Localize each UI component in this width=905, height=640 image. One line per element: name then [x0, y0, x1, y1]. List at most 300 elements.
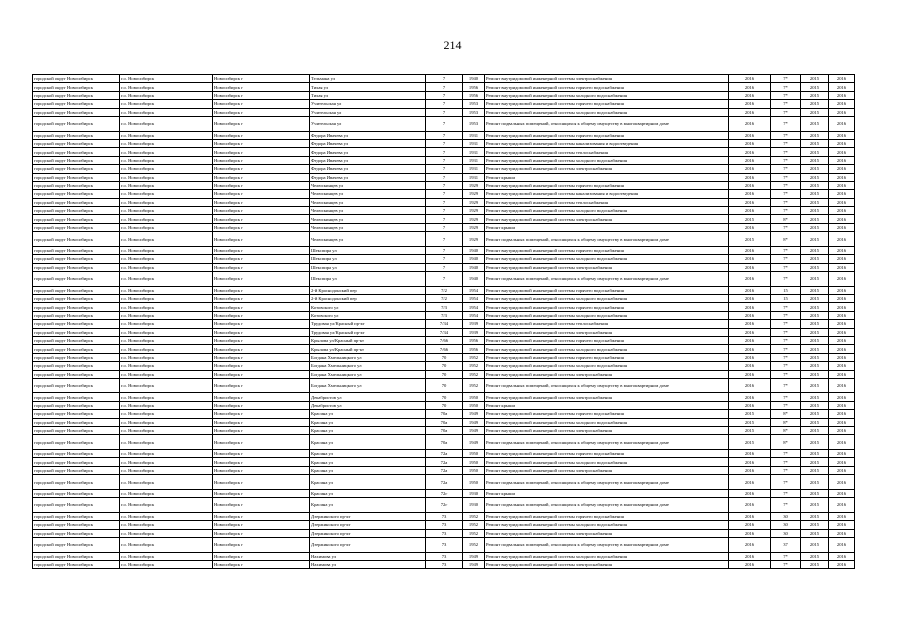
- municipality-cell: г.о. Новосибирск: [120, 91, 213, 99]
- municipality-cell: г.о. Новосибирск: [120, 537, 213, 552]
- table-row: [33, 401, 855, 409]
- street-cell: Челюскинцев ул: [310, 190, 426, 198]
- work-type-cell: Ремонт внутридомовой инженерной системы теплоснабжения: [485, 148, 729, 156]
- table-row: [33, 435, 855, 450]
- work-type-cell: Ремонт внутридомовой инженерной системы холодного водоснабжения: [485, 418, 729, 426]
- start-year-cell: 2015: [801, 91, 829, 99]
- city-cell: Новосибирск г: [213, 190, 310, 198]
- work-type-cell: Ремонт внутридомовой инженерной системы холодного водоснабжения: [485, 294, 729, 302]
- end-year-cell: 2016: [829, 378, 855, 393]
- table-row: [33, 560, 855, 568]
- year-built-cell: 1940: [463, 246, 485, 254]
- street-cell: Трудовая ул/Красный пр-кт: [310, 320, 426, 328]
- start-year-cell: 2015: [801, 427, 829, 435]
- work-type-cell: Ремонт внутридомовой инженерной системы горячего водоснабжения: [485, 181, 729, 189]
- district-cell: городской округ Новосибирск: [33, 303, 120, 311]
- municipality-cell: г.о. Новосибирск: [120, 498, 213, 513]
- year-built-cell: 1940: [463, 255, 485, 263]
- plan-year-cell: 2016: [729, 362, 771, 370]
- cost-cell: 7*: [771, 83, 801, 91]
- year-built-cell: 1949: [463, 435, 485, 450]
- start-year-cell: 2015: [801, 148, 829, 156]
- house-cell: 7: [426, 223, 463, 231]
- house-cell: 7: [426, 83, 463, 91]
- city-cell: Новосибирск г: [213, 156, 310, 164]
- municipality-cell: г.о. Новосибирск: [120, 272, 213, 287]
- district-cell: городской округ Новосибирск: [33, 328, 120, 336]
- work-type-cell: Ремонт внутридомовой инженерной системы горячего водоснабжения: [485, 246, 729, 254]
- street-cell: Декабристов ул: [310, 393, 426, 401]
- district-cell: городской округ Новосибирск: [33, 458, 120, 466]
- plan-year-cell: 2016: [729, 552, 771, 560]
- year-built-cell: 1953: [463, 100, 485, 108]
- work-type-cell: Ремонт подвальных помещений, относящихся к общему имуществу в многоквартирном доме: [485, 232, 729, 247]
- municipality-cell: г.о. Новосибирск: [120, 328, 213, 336]
- end-year-cell: 2016: [829, 345, 855, 353]
- city-cell: Новосибирск г: [213, 181, 310, 189]
- district-cell: городской округ Новосибирск: [33, 232, 120, 247]
- cost-cell: 30: [771, 529, 801, 537]
- year-built-cell: 1950: [463, 466, 485, 474]
- cost-cell: 7*: [771, 181, 801, 189]
- work-type-cell: Ремонт внутридомовой инженерной системы электроснабжения: [485, 263, 729, 271]
- house-cell: 70: [426, 401, 463, 409]
- street-cell: Шекспира ул: [310, 246, 426, 254]
- municipality-cell: г.о. Новосибирск: [120, 345, 213, 353]
- table-row: [33, 529, 855, 537]
- table-row: [33, 263, 855, 271]
- start-year-cell: 2015: [801, 489, 829, 497]
- house-cell: 72г: [426, 489, 463, 497]
- house-cell: 7: [426, 131, 463, 139]
- district-cell: городской округ Новосибирск: [33, 91, 120, 99]
- start-year-cell: 2015: [801, 311, 829, 319]
- plan-year-cell: 2016: [729, 328, 771, 336]
- street-cell: Учительская ул: [310, 100, 426, 108]
- end-year-cell: 2016: [829, 100, 855, 108]
- plan-year-cell: 2015: [729, 410, 771, 418]
- table-row: [33, 320, 855, 328]
- work-type-cell: Ремонт внутридомовой инженерной системы электроснабжения: [485, 560, 729, 568]
- work-type-cell: Ремонт подвальных помещений, относящихся к общему имуществу в многоквартирном доме: [485, 498, 729, 513]
- plan-year-cell: 2016: [729, 223, 771, 231]
- house-cell: 72а: [426, 466, 463, 474]
- plan-year-cell: 2016: [729, 512, 771, 520]
- house-cell: 7/34: [426, 328, 463, 336]
- cost-cell: 7*: [771, 116, 801, 131]
- end-year-cell: 2016: [829, 294, 855, 302]
- city-cell: Новосибирск г: [213, 498, 310, 513]
- city-cell: Новосибирск г: [213, 223, 310, 231]
- city-cell: Новосибирск г: [213, 418, 310, 426]
- municipality-cell: г.о. Новосибирск: [120, 83, 213, 91]
- municipality-cell: г.о. Новосибирск: [120, 418, 213, 426]
- house-cell: 72а: [426, 450, 463, 458]
- municipality-cell: г.о. Новосибирск: [120, 294, 213, 302]
- plan-year-cell: 2016: [729, 131, 771, 139]
- city-cell: Новосибирск г: [213, 537, 310, 552]
- year-built-cell: 1954: [463, 286, 485, 294]
- district-cell: городской округ Новосибирск: [33, 139, 120, 147]
- city-cell: Новосибирск г: [213, 393, 310, 401]
- plan-year-cell: 2016: [729, 91, 771, 99]
- municipality-cell: г.о. Новосибирск: [120, 450, 213, 458]
- start-year-cell: 2015: [801, 393, 829, 401]
- year-built-cell: 1952: [463, 370, 485, 378]
- start-year-cell: 2015: [801, 475, 829, 490]
- repair-schedule-table: [32, 74, 855, 569]
- work-type-cell: Ремонт внутридомовой инженерной системы горячего водоснабжения: [485, 131, 729, 139]
- plan-year-cell: 2015: [729, 435, 771, 450]
- plan-year-cell: 2016: [729, 401, 771, 409]
- city-cell: Новосибирск г: [213, 311, 310, 319]
- year-built-cell: 1949: [463, 418, 485, 426]
- city-cell: Новосибирск г: [213, 489, 310, 497]
- house-cell: 72а: [426, 475, 463, 490]
- table-row: [33, 466, 855, 474]
- house-cell: 7: [426, 215, 463, 223]
- municipality-cell: г.о. Новосибирск: [120, 303, 213, 311]
- city-cell: Новосибирск г: [213, 328, 310, 336]
- work-type-cell: Ремонт внутридомовой инженерной системы горячего водоснабжения: [485, 336, 729, 344]
- street-cell: Богдана Хмельницкого ул: [310, 362, 426, 370]
- table-row: [33, 521, 855, 529]
- district-cell: городской округ Новосибирск: [33, 466, 120, 474]
- table-row: [33, 223, 855, 231]
- house-cell: 7: [426, 198, 463, 206]
- municipality-cell: г.о. Новосибирск: [120, 131, 213, 139]
- end-year-cell: 2016: [829, 131, 855, 139]
- end-year-cell: 2016: [829, 108, 855, 116]
- end-year-cell: 2016: [829, 353, 855, 361]
- year-built-cell: 1949: [463, 410, 485, 418]
- end-year-cell: 2016: [829, 207, 855, 215]
- end-year-cell: 2016: [829, 173, 855, 181]
- work-type-cell: Ремонт внутридомовой инженерной системы холодного водоснабжения: [485, 255, 729, 263]
- district-cell: городской округ Новосибирск: [33, 100, 120, 108]
- table-row: [33, 303, 855, 311]
- work-type-cell: Ремонт внутридомовой инженерной системы горячего водоснабжения: [485, 286, 729, 294]
- cost-cell: 7*: [771, 255, 801, 263]
- house-cell: 7: [426, 156, 463, 164]
- table-row: [33, 450, 855, 458]
- plan-year-cell: 2015: [729, 427, 771, 435]
- plan-year-cell: 2016: [729, 450, 771, 458]
- table-row: [33, 336, 855, 344]
- house-cell: 7: [426, 100, 463, 108]
- street-cell: Дзержинского пр-кт: [310, 537, 426, 552]
- cost-cell: 7*: [771, 75, 801, 83]
- end-year-cell: 2016: [829, 475, 855, 490]
- cost-cell: 7*: [771, 131, 801, 139]
- district-cell: городской округ Новосибирск: [33, 156, 120, 164]
- work-type-cell: Ремонт внутридомовой инженерной системы теплоснабжения: [485, 198, 729, 206]
- municipality-cell: г.о. Новосибирск: [120, 320, 213, 328]
- city-cell: Новосибирск г: [213, 100, 310, 108]
- house-cell: 73: [426, 537, 463, 552]
- end-year-cell: 2016: [829, 263, 855, 271]
- year-built-cell: 1931: [463, 148, 485, 156]
- year-built-cell: 1949: [463, 427, 485, 435]
- street-cell: Трудовая ул/Красный пр-кт: [310, 328, 426, 336]
- municipality-cell: г.о. Новосибирск: [120, 100, 213, 108]
- street-cell: Красина ул: [310, 435, 426, 450]
- table-row: [33, 232, 855, 247]
- year-built-cell: 1950: [463, 401, 485, 409]
- municipality-cell: г.о. Новосибирск: [120, 466, 213, 474]
- cost-cell: 8*: [771, 215, 801, 223]
- year-built-cell: 1954: [463, 294, 485, 302]
- city-cell: Новосибирск г: [213, 263, 310, 271]
- table-row: [33, 255, 855, 263]
- house-cell: 7: [426, 165, 463, 173]
- district-cell: городской округ Новосибирск: [33, 75, 120, 83]
- end-year-cell: 2016: [829, 427, 855, 435]
- municipality-cell: г.о. Новосибирск: [120, 190, 213, 198]
- city-cell: Новосибирск г: [213, 207, 310, 215]
- table-row: [33, 475, 855, 490]
- table-row: [33, 345, 855, 353]
- work-type-cell: Ремонт внутридомовой инженерной системы холодного водоснабжения: [485, 91, 729, 99]
- start-year-cell: 2015: [801, 370, 829, 378]
- table-row: [33, 116, 855, 131]
- municipality-cell: г.о. Новосибирск: [120, 173, 213, 181]
- table-row: [33, 537, 855, 552]
- house-cell: 7/3: [426, 311, 463, 319]
- municipality-cell: г.о. Новосибирск: [120, 362, 213, 370]
- street-cell: Шекспира ул: [310, 263, 426, 271]
- table-row: [33, 148, 855, 156]
- house-cell: 7/3: [426, 303, 463, 311]
- street-cell: Богдана Хмельницкого ул: [310, 353, 426, 361]
- city-cell: Новосибирск г: [213, 116, 310, 131]
- start-year-cell: 2015: [801, 198, 829, 206]
- year-built-cell: 1940: [463, 272, 485, 287]
- plan-year-cell: 2016: [729, 489, 771, 497]
- year-built-cell: 1930: [463, 489, 485, 497]
- table-row: [33, 91, 855, 99]
- end-year-cell: 2016: [829, 435, 855, 450]
- table-row: [33, 139, 855, 147]
- house-cell: 73: [426, 560, 463, 568]
- cost-cell: 7*: [771, 370, 801, 378]
- end-year-cell: 2016: [829, 512, 855, 520]
- municipality-cell: г.о. Новосибирск: [120, 148, 213, 156]
- cost-cell: 7*: [771, 336, 801, 344]
- district-cell: городской округ Новосибирск: [33, 418, 120, 426]
- year-built-cell: 1940: [463, 75, 485, 83]
- end-year-cell: 2016: [829, 489, 855, 497]
- year-built-cell: 1950: [463, 475, 485, 490]
- start-year-cell: 2015: [801, 378, 829, 393]
- start-year-cell: 2015: [801, 328, 829, 336]
- plan-year-cell: 2016: [729, 116, 771, 131]
- municipality-cell: г.о. Новосибирск: [120, 232, 213, 247]
- street-cell: Красина ул: [310, 489, 426, 497]
- end-year-cell: 2016: [829, 286, 855, 294]
- city-cell: Новосибирск г: [213, 215, 310, 223]
- district-cell: городской округ Новосибирск: [33, 370, 120, 378]
- start-year-cell: 2015: [801, 131, 829, 139]
- house-cell: 70: [426, 362, 463, 370]
- plan-year-cell: 2015: [729, 418, 771, 426]
- end-year-cell: 2016: [829, 272, 855, 287]
- end-year-cell: 2016: [829, 303, 855, 311]
- district-cell: городской округ Новосибирск: [33, 336, 120, 344]
- cost-cell: 15: [771, 294, 801, 302]
- start-year-cell: 2015: [801, 173, 829, 181]
- start-year-cell: 2015: [801, 286, 829, 294]
- end-year-cell: 2016: [829, 156, 855, 164]
- start-year-cell: 2015: [801, 272, 829, 287]
- table-row: [33, 498, 855, 513]
- street-cell: Челюскинцев ул: [310, 181, 426, 189]
- house-cell: 7/2: [426, 286, 463, 294]
- end-year-cell: 2016: [829, 537, 855, 552]
- work-type-cell: Ремонт внутридомовой инженерной системы холодного водоснабжения: [485, 458, 729, 466]
- plan-year-cell: 2016: [729, 498, 771, 513]
- district-cell: городской округ Новосибирск: [33, 246, 120, 254]
- municipality-cell: г.о. Новосибирск: [120, 223, 213, 231]
- work-type-cell: Ремонт внутридомовой инженерной системы горячего водоснабжения: [485, 512, 729, 520]
- cost-cell: 7*: [771, 207, 801, 215]
- street-cell: Федора Ивачева ул: [310, 156, 426, 164]
- start-year-cell: 2015: [801, 255, 829, 263]
- start-year-cell: 2015: [801, 246, 829, 254]
- house-cell: 70а: [426, 435, 463, 450]
- end-year-cell: 2016: [829, 393, 855, 401]
- end-year-cell: 2016: [829, 223, 855, 231]
- district-cell: городской округ Новосибирск: [33, 116, 120, 131]
- cost-cell: 7*: [771, 489, 801, 497]
- plan-year-cell: 2016: [729, 311, 771, 319]
- cost-cell: 8*: [771, 435, 801, 450]
- year-built-cell: 1949: [463, 560, 485, 568]
- district-cell: городской округ Новосибирск: [33, 263, 120, 271]
- year-built-cell: 1931: [463, 173, 485, 181]
- cost-cell: 8*: [771, 410, 801, 418]
- city-cell: Новосибирск г: [213, 466, 310, 474]
- start-year-cell: 2015: [801, 100, 829, 108]
- street-cell: Красина ул: [310, 466, 426, 474]
- district-cell: городской округ Новосибирск: [33, 148, 120, 156]
- start-year-cell: 2015: [801, 181, 829, 189]
- street-cell: Учительская ул: [310, 108, 426, 116]
- district-cell: городской округ Новосибирск: [33, 378, 120, 393]
- house-cell: 73: [426, 512, 463, 520]
- work-type-cell: Ремонт внутридомовой инженерной системы холодного водоснабжения: [485, 521, 729, 529]
- start-year-cell: 2015: [801, 294, 829, 302]
- end-year-cell: 2016: [829, 91, 855, 99]
- city-cell: Новосибирск г: [213, 286, 310, 294]
- work-type-cell: Ремонт внутридомовой инженерной системы холодного водоснабжения: [485, 345, 729, 353]
- plan-year-cell: 2016: [729, 75, 771, 83]
- street-cell: Федора Ивачева ул: [310, 173, 426, 181]
- table-row: [33, 378, 855, 393]
- year-built-cell: 1952: [463, 362, 485, 370]
- table-row: [33, 190, 855, 198]
- year-built-cell: 1929: [463, 198, 485, 206]
- start-year-cell: 2015: [801, 466, 829, 474]
- work-type-cell: Ремонт внутридомовой инженерной системы холодного водоснабжения: [485, 311, 729, 319]
- cost-cell: 7*: [771, 139, 801, 147]
- work-type-cell: Ремонт крыши: [485, 173, 729, 181]
- house-cell: 7: [426, 108, 463, 116]
- plan-year-cell: 2016: [729, 294, 771, 302]
- table-row: [33, 370, 855, 378]
- cost-cell: 7*: [771, 378, 801, 393]
- house-cell: 7: [426, 272, 463, 287]
- house-cell: 7: [426, 148, 463, 156]
- street-cell: Красина ул: [310, 458, 426, 466]
- city-cell: Новосибирск г: [213, 131, 310, 139]
- street-cell: Крылова ул/Красный пр-кт: [310, 336, 426, 344]
- city-cell: Новосибирск г: [213, 370, 310, 378]
- district-cell: городской округ Новосибирск: [33, 529, 120, 537]
- house-cell: 7: [426, 181, 463, 189]
- city-cell: Новосибирск г: [213, 362, 310, 370]
- start-year-cell: 2015: [801, 139, 829, 147]
- start-year-cell: 2015: [801, 303, 829, 311]
- year-built-cell: 1931: [463, 156, 485, 164]
- work-type-cell: Ремонт внутридомовой инженерной системы холодного водоснабжения: [485, 108, 729, 116]
- start-year-cell: 2015: [801, 116, 829, 131]
- house-cell: 70: [426, 378, 463, 393]
- plan-year-cell: 2016: [729, 263, 771, 271]
- plan-year-cell: 2015: [729, 232, 771, 247]
- city-cell: Новосибирск г: [213, 173, 310, 181]
- city-cell: Новосибирск г: [213, 560, 310, 568]
- house-cell: 7: [426, 263, 463, 271]
- end-year-cell: 2016: [829, 450, 855, 458]
- table-row: [33, 272, 855, 287]
- district-cell: городской округ Новосибирск: [33, 108, 120, 116]
- house-cell: 72а: [426, 458, 463, 466]
- city-cell: Новосибирск г: [213, 91, 310, 99]
- year-built-cell: 1930: [463, 498, 485, 513]
- table-row: [33, 83, 855, 91]
- district-cell: городской округ Новосибирск: [33, 286, 120, 294]
- cost-cell: 7*: [771, 353, 801, 361]
- house-cell: 73: [426, 521, 463, 529]
- cost-cell: 7*: [771, 450, 801, 458]
- year-built-cell: 1952: [463, 378, 485, 393]
- cost-cell: 15: [771, 286, 801, 294]
- house-cell: 7: [426, 91, 463, 99]
- work-type-cell: Ремонт крыши: [485, 401, 729, 409]
- city-cell: Новосибирск г: [213, 294, 310, 302]
- start-year-cell: 2015: [801, 537, 829, 552]
- municipality-cell: г.о. Новосибирск: [120, 475, 213, 490]
- cost-cell: 7*: [771, 246, 801, 254]
- district-cell: городской округ Новосибирск: [33, 362, 120, 370]
- cost-cell: 7*: [771, 393, 801, 401]
- end-year-cell: 2016: [829, 75, 855, 83]
- end-year-cell: 2016: [829, 320, 855, 328]
- work-type-cell: Ремонт подвальных помещений, относящихся к общему имуществу в многоквартирном доме: [485, 378, 729, 393]
- street-cell: Красина ул: [310, 498, 426, 513]
- city-cell: Новосибирск г: [213, 108, 310, 116]
- house-cell: 7/34: [426, 320, 463, 328]
- house-cell: 7: [426, 207, 463, 215]
- cost-cell: 7*: [771, 401, 801, 409]
- house-cell: 70: [426, 393, 463, 401]
- year-built-cell: 1939: [463, 328, 485, 336]
- district-cell: городской округ Новосибирск: [33, 537, 120, 552]
- start-year-cell: 2015: [801, 552, 829, 560]
- house-cell: 7: [426, 139, 463, 147]
- start-year-cell: 2015: [801, 353, 829, 361]
